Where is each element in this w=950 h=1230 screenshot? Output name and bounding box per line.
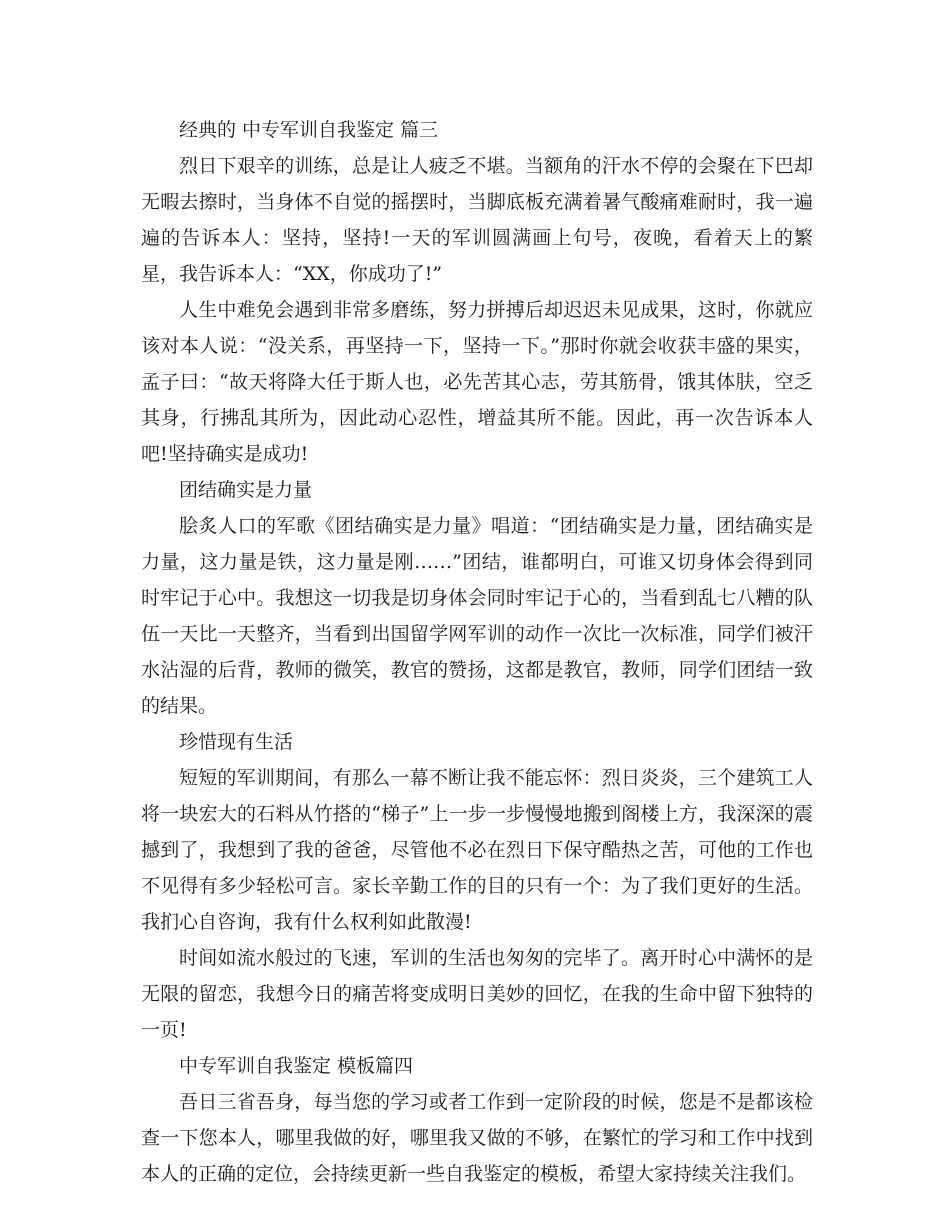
section-heading: 经典的 中专军训自我鉴定 篇三: [179, 119, 439, 141]
body-paragraph: 烈日下艰辛的训练，总是让人疲乏不堪。当额角的汗水不停的会聚在下巴却无暇去擦时，当身体不自觉的摇摆时，当脚底板充满着暑气酸痛难耐时，我一遍遍的告诉本人：坚持，坚持!一天的军训圆满画上句号，夜晚，看着天上的繁星，我告诉本人：“XX，你成功了!”: [141, 155, 813, 285]
body-paragraph: 吾日三省吾身，每当您的学习或者工作到一定阶段的时候，您是不是都该检查一下您本人，哪里我做的好，哪里我又做的不够，在繁忙的学习和工作中找到本人的正确的定位，会持续更新一些自我鉴定的模板，希望大家持续关注我们。: [141, 1091, 813, 1185]
section-heading: 珍惜现有生活: [179, 731, 294, 753]
body-paragraph: 时间如流水般过的飞速，军训的生活也匆匆的完毕了。离开时心中满怀的是无限的留恋，我想今日的痛苦将变成明日美妙的回忆，在我的生命中留下独特的一页!: [141, 947, 813, 1041]
body-paragraph: 人生中难免会遇到非常多磨练，努力拼搏后却迟迟未见成果，这时，你就应该对本人说：“没关系，再坚持一下，坚持一下。”那时你就会收获丰盛的果实，孟子曰：“故天将降大任于斯人也，必先苦其心志，劳其筋骨，饿其体肤，空乏其身，行拂乱其所为，因此动心忍性，增益其所不能。因此，再一次告诉本人吧!坚持确实是成功!: [141, 299, 813, 465]
section-heading: 团结确实是力量: [179, 479, 313, 501]
body-paragraph: 短短的军训期间，有那么一幕不断让我不能忘怀：烈日炎炎，三个建筑工人将一块宏大的石料从竹搭的“梯子”上一步一步慢慢地搬到阁楼上方，我深深的震撼到了，我想到了我的爸爸，尽管他不必在烈日下保守酷热之苦，可他的工作也不见得有多少轻松可言。家长辛勤工作的目的只有一个：为了我们更好的生活。我扪心自咨询，我有什么权利如此散漫!: [141, 767, 813, 933]
document-body: [141, 112, 813, 1192]
body-paragraph: 脍炙人口的军歌《团结确实是力量》唱道：“团结确实是力量，团结确实是力量，这力量是铁，这力量是刚……”团结，谁都明白，可谁又切身体会得到同时牢记于心中。我想这一切我是切身体会同时牢记于心的，当看到乱七八糟的队伍一天比一天整齐，当看到出国留学网军训的动作一次比一次标准，同学们被汗水沾湿的后背，教师的微笑，教官的赞扬，这都是教官，教师，同学们团结一致的结果。: [141, 515, 813, 717]
section-heading: 中专军训自我鉴定 模板篇四: [179, 1055, 414, 1077]
